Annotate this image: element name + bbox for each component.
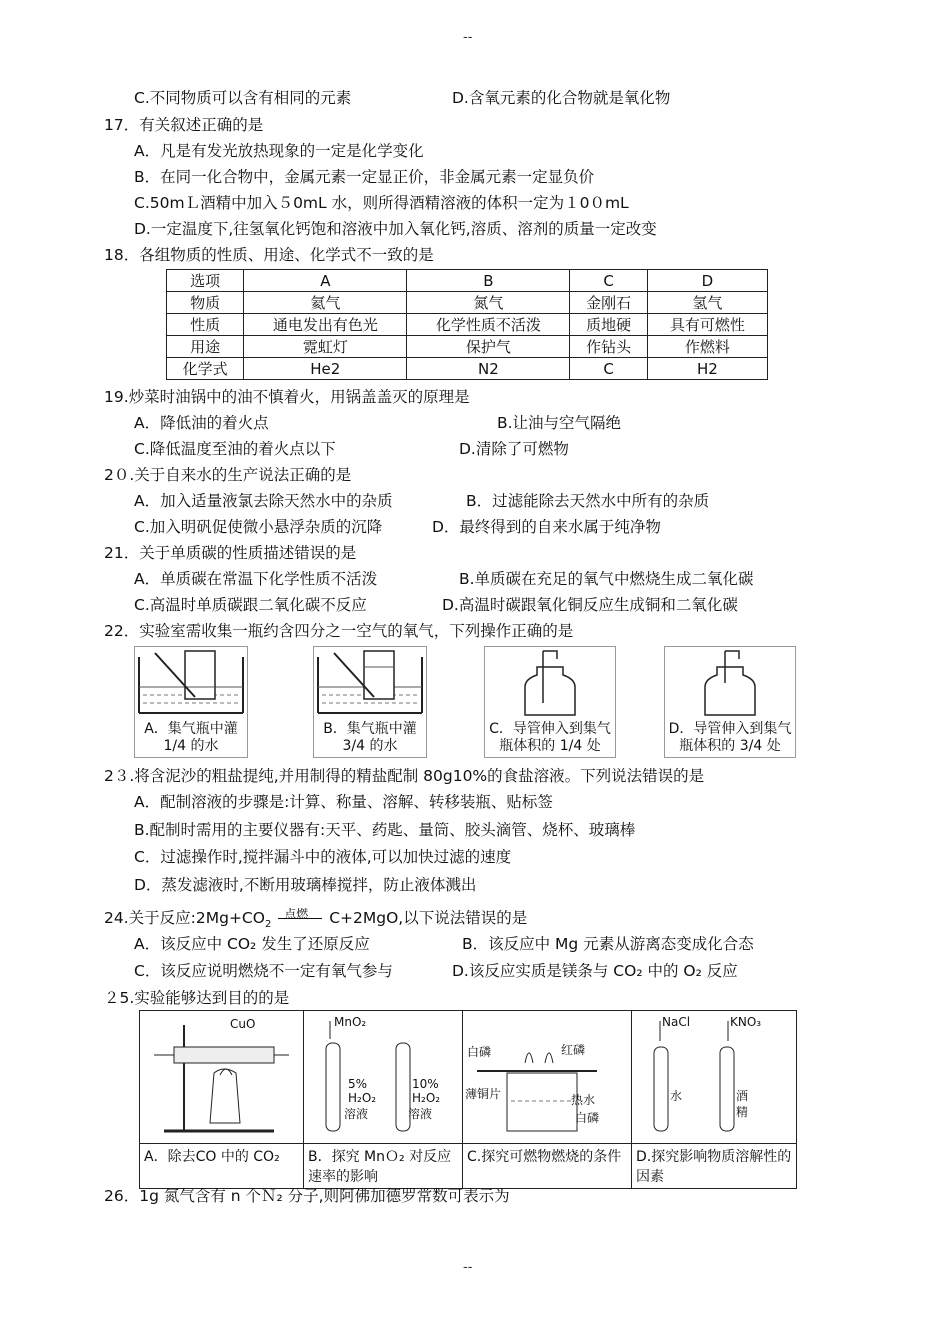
gas-collection-diagram-a (135, 647, 247, 719)
table-cell: 霓虹灯 (244, 336, 407, 358)
q24-option-d: D.该反应实质是镁条与 CO₂ 中的 O₂ 反应 (452, 962, 738, 980)
exp-a-figure (140, 1011, 304, 1144)
fig-caption-line1: C．导管伸入到集气 (489, 721, 611, 737)
mno2-label: MnO₂ (334, 1015, 367, 1029)
q17-option-a: A．凡是有发光放热现象的一定是化学变化 (134, 142, 424, 160)
table-cell: B (407, 270, 570, 292)
q16-option-c: C.不同物质可以含有相同的元素 (134, 89, 352, 107)
fig-caption-line1: B．集气瓶中灌 (323, 721, 417, 737)
q21-stem: 21．关于单质碳的性质描述错误的是 (104, 544, 357, 562)
q17-option-c: C.50mＬ酒精中加入５0mL 水，则所得酒精溶液的体积一定为１0０mL (134, 194, 629, 212)
q20-option-a: A．加入适量液氯去除天然水中的杂质 (134, 492, 393, 510)
q18-table (166, 269, 768, 380)
exp-d-caption: D.探究影响物质溶解性的因素 (632, 1144, 797, 1189)
table-row (167, 358, 768, 380)
apparatus-c-diagram (467, 1013, 627, 1137)
q25-table (139, 1010, 797, 1189)
exp-c-figure (463, 1011, 632, 1144)
water-label: 水 (670, 1089, 683, 1103)
table-cell: 氦气 (244, 292, 407, 314)
table-row (140, 1011, 797, 1144)
page-footer: -- (463, 1260, 473, 1275)
table-row (167, 336, 768, 358)
q16-option-d: D.含氧元素的化合物就是氧化物 (452, 89, 671, 107)
white-phosphorus-label-2: 白磷 (575, 1111, 600, 1125)
table-row (167, 314, 768, 336)
fig-caption-line2: 1/4 的水 (163, 738, 219, 754)
table-cell: H2 (647, 358, 767, 380)
q17-stem: 17．有关叙述正确的是 (104, 116, 264, 134)
h2o2-10-label: 10% (412, 1077, 439, 1091)
solution-label: 溶液 (408, 1107, 433, 1121)
q19-option-d: D.清除了可燃物 (459, 440, 569, 458)
q24-stem: 24.关于反应$:2Mg+CO_2$ 点燃 C+2MgO,以下说法错误的是 (104, 908, 527, 935)
q22-figure-a (134, 646, 248, 758)
q19-option-c: C.降低温度至油的着火点以下 (134, 440, 336, 458)
apparatus-b-diagram (308, 1013, 458, 1137)
fig-caption-line2: 3/4 的水 (342, 738, 398, 754)
nacl-label: NaCl (662, 1015, 691, 1029)
solution-label: 溶液 (344, 1107, 369, 1121)
q19-option-a: A．降低油的着火点 (134, 414, 269, 432)
exp-b-caption: B．探究 MnＯ₂ 对反应速率的影响 (304, 1144, 463, 1189)
table-row (167, 292, 768, 314)
exp-b-figure (304, 1011, 463, 1144)
table-cell: C (570, 270, 647, 292)
exp-d-figure (632, 1011, 797, 1144)
table-cell: 选项 (167, 270, 244, 292)
exp-a-caption: A．除去CO 中的 CO₂ (140, 1144, 304, 1189)
table-cell: D (647, 270, 767, 292)
table-cell: 化学式 (167, 358, 244, 380)
cuo-label: CuO (230, 1017, 256, 1031)
table-cell: N2 (407, 358, 570, 380)
q24-option-b: B．该反应中 Mg 元素从游离态变成化合态 (462, 935, 754, 953)
q22-figure-b (313, 646, 427, 758)
q21-option-a: A．单质碳在常温下化学性质不活泼 (134, 570, 378, 588)
table-cell: 氢气 (647, 292, 767, 314)
table-cell: 物质 (167, 292, 244, 314)
q21-option-c: C.高温时单质碳跟二氧化碳不反应 (134, 596, 367, 614)
alcohol-label-1: 酒 (736, 1089, 749, 1103)
q24-option-c: C．该反应说明燃烧不一定有氧气参与 (134, 962, 393, 980)
h2o2-label: H₂O₂ (348, 1091, 377, 1105)
apparatus-d-diagram (636, 1013, 786, 1137)
table-cell: 性质 (167, 314, 244, 336)
table-cell: 通电发出有色光 (244, 314, 407, 336)
table-cell: 作燃料 (647, 336, 767, 358)
q21-option-d: D.高温时碳跟氧化铜反应生成铜和二氧化碳 (442, 596, 738, 614)
table-cell: 保护气 (407, 336, 570, 358)
fig-caption-line1: A．集气瓶中灌 (144, 721, 238, 737)
table-cell: 金刚石 (570, 292, 647, 314)
q17-option-b: B．在同一化合物中，金属元素一定显正价，非金属元素一定显负价 (134, 168, 595, 186)
table-cell: C (570, 358, 647, 380)
q23-option-d: D．蒸发滤液时,不断用玻璃棒搅拌，防止液体溅出 (134, 876, 477, 894)
q25-stem: ２5.实验能够达到目的的是 (104, 989, 290, 1007)
table-cell: 用途 (167, 336, 244, 358)
fig-caption-line2: 瓶体积的 1/4 处 (499, 738, 601, 754)
q21-option-b: B.单质碳在充足的氧气中燃烧生成二氧化碳 (459, 570, 754, 588)
table-cell: 具有可燃性 (647, 314, 767, 336)
q24-stem-post: C+2MgO,以下说法错误的是 (329, 909, 528, 927)
table-row (167, 270, 768, 292)
copper-sheet-label: 薄铜片 (465, 1087, 502, 1101)
table-row (140, 1144, 797, 1189)
q24-option-a: A．该反应中 CO₂ 发生了还原反应 (134, 935, 370, 953)
q19-stem: 19.炒菜时油锅中的油不慎着火，用锅盖盖灭的原理是 (104, 388, 470, 406)
table-cell: A (244, 270, 407, 292)
q17-option-d: D.一定温度下,往氢氧化钙饱和溶液中加入氧化钙,溶质、溶剂的质量一定改变 (134, 220, 657, 238)
gas-bottle-diagram-d (665, 647, 795, 719)
fig-caption-line1: D．导管伸入到集气 (668, 721, 792, 737)
q23-option-c: C．过滤操作时,搅拌漏斗中的液体,可以加快过滤的速度 (134, 848, 512, 866)
reaction-condition: 点燃 (284, 907, 309, 921)
fig-caption-line2: 瓶体积的 3/4 处 (679, 738, 781, 754)
reaction-arrow (278, 907, 322, 921)
q24-stem-pre: 24.关于反应:2Mg+CO (104, 909, 265, 927)
q22-figure-d (664, 646, 796, 758)
table-cell: He2 (244, 358, 407, 380)
table-cell: 氮气 (407, 292, 570, 314)
page-header: -- (463, 30, 473, 45)
q22-stem: 22．实验室需收集一瓶约含四分之一空气的氧气，下列操作正确的是 (104, 622, 574, 640)
table-cell: 化学性质不活泼 (407, 314, 570, 336)
gas-collection-diagram-b (314, 647, 426, 719)
apparatus-a-diagram (144, 1013, 294, 1137)
q23-option-a: A．配制溶液的步骤是:计算、称量、溶解、转移装瓶、贴标签 (134, 793, 553, 811)
gas-bottle-diagram-c (485, 647, 615, 719)
table-cell: 质地硬 (570, 314, 647, 336)
white-phosphorus-label: 白磷 (467, 1045, 492, 1059)
q26-stem: 26．1g 氮气含有 n 个Ｎ₂ 分子,则阿佛加德罗常数可表示为 (104, 1187, 510, 1205)
q20-option-d: D．最终得到的自来水属于纯净物 (432, 518, 661, 536)
q20-stem: 2０.关于自来水的生产说法正确的是 (104, 466, 352, 484)
q19-option-b: B.让油与空气隔绝 (497, 414, 622, 432)
red-phosphorus-label: 红磷 (561, 1043, 586, 1057)
q23-option-b: B.配制时需用的主要仪器有:天平、药匙、量筒、胶头滴管、烧杯、玻璃棒 (134, 821, 636, 839)
table-cell: 作钻头 (570, 336, 647, 358)
q18-stem: 18．各组物质的性质、用途、化学式不一致的是 (104, 246, 434, 264)
hot-water-label: 热水 (571, 1093, 596, 1107)
q23-stem: 2３.将含泥沙的粗盐提纯,并用制得的精盐配制 80g10%的食盐溶液。下列说法错误的是 (104, 767, 705, 785)
kno3-label: KNO₃ (730, 1015, 762, 1029)
q20-option-b: B．过滤能除去天然水中所有的杂质 (466, 492, 710, 510)
h2o2-label: H₂O₂ (412, 1091, 441, 1105)
q20-option-c: C.加入明矾促使微小悬浮杂质的沉降 (134, 518, 383, 536)
h2o2-5-label: 5% (348, 1077, 368, 1091)
exp-c-caption: C.探究可燃物燃烧的条件 (463, 1144, 632, 1189)
q22-figure-c (484, 646, 616, 758)
alcohol-label-2: 精 (736, 1105, 749, 1119)
